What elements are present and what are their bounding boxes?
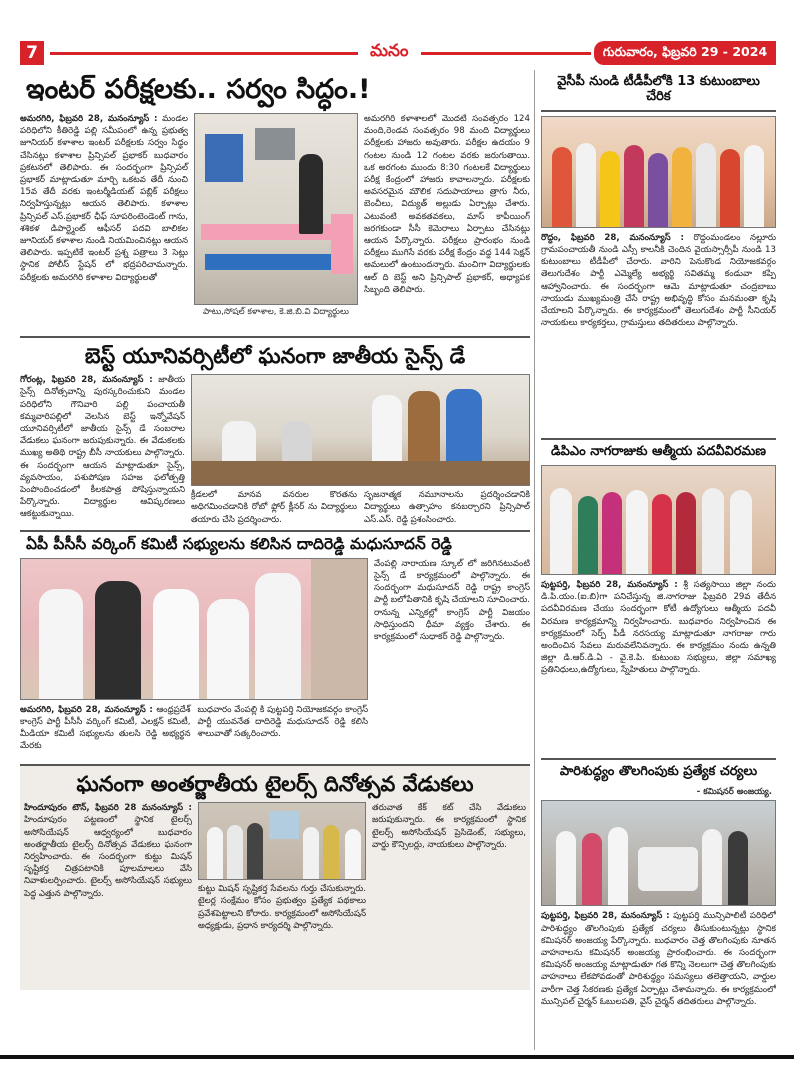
page-number: 7 — [20, 41, 44, 65]
article-headline: వైసీపీ నుండి టీడీపీలోకి 13 కుటుంబాలు చేరిక — [541, 70, 776, 112]
article-sanitation — [541, 758, 776, 1048]
article-dateline: రొద్దం, ఫిబ్రవరి 28, మనంన్యూస్ : — [541, 232, 684, 243]
right-column — [534, 70, 776, 1050]
article-inter-exams — [20, 70, 530, 336]
article-dateline: హిందూపురం టౌన్, ఫిబ్రవరి 28 మనంన్యూస్ : — [24, 803, 192, 814]
article-tdp-joining — [541, 70, 776, 438]
classroom-photo — [194, 113, 358, 305]
party-joining-photo — [541, 116, 776, 228]
article-body: రొద్దంమండలం నల్లూరు గ్రామపంచాయతీ నుండి ఎస్సీ కాలనీకి చెందిన వైయస్సార్సీపీ నుండి 13 కుటుంబాలు టీడీపీలో చేరారు. వారిని పెనుకొండ నియోజకవర్గం తెలుగుదేశం పార్టీ ఎమ్మెల్యే అభ్యర్థి సవితమ్మ కండువా కప్పి ఆహ్వానించారు. ఈ సందర్భంగా ఆమె మాట్లాడుతూ చంద్రబాబు నాయుడు ముఖ్యమంత్రి చేసే రాష్ట్ర అభివృద్ధి కోసం మనమంతా కృషి చేయాలని పేర్కొన్నారు. ఈ కార్యక్రమంలో తెలుగుదేశం పార్టీ సీనియర్ నాయకులు కార్యకర్తలు, గ్రామస్తులు తదితరులు పాల్గొన్నారు. — [541, 232, 776, 329]
article-body-continued: వేంపల్లి నారాయణ స్కూల్ లో జరిగినటువంటి సైన్స్ డే కార్యక్రమంలో పాల్గొన్నారు. ఈ సందర్భంగా మధుసూదన్ రెడ్డి రాష్ట్ర కాంగ్రెస్ పార్టీ బలోపేతానికి కృషి చేయాలని సూచించారు. రానున్న ఎన్నికల్లో కాంగ్రెస్ పార్టీ విజయం సాధిస్తుందని ధీమా వ్యక్తం చేశారు. ఈ కార్యక్రమంలో సుధాకర్ రెడ్డి పాల్గొన్నారు. — [374, 558, 530, 643]
article-headline: ఇంటర్ పరీక్షలకు.. సర్వం సిద్ధం.! — [26, 74, 371, 105]
masthead-rule — [50, 52, 591, 55]
article-body-continued: కుట్టు మిషన్ సృష్టికర్త సేవలను గుర్తు చేసుకున్నారు. టైలర్ల సంక్షేమం కోసం ప్రభుత్వం ప్రత్యేక పథకాలు ప్రవేశపెట్టాలని కోరారు. కార్యక్రమంలో అసోసియేషన్ అధ్యక్షుడు, ప్రధాన కార్యదర్శి పాల్గొన్నారు. — [198, 884, 366, 931]
article-body-continued: తరువాత కేక్ కట్ చేసి వేడుకలు జరుపుకున్నారు. ఈ కార్యక్రమంలో స్థానిక టైలర్స్ అసోసియేషన్ ప్రెసిడెంట్, సభ్యులు, వార్డు కౌన్సిలర్లు, నాయకులు పాల్గొన్నారు. — [372, 803, 526, 850]
left-column — [20, 70, 530, 1050]
sanitation-vehicles-photo — [541, 800, 776, 906]
article-body: హిందూపురం పట్టణంలో స్థానిక టైలర్స్ అసోసియేషన్ ఆధ్వర్యంలో బుధవారం అంతర్జాతీయ టైలర్స్ దినోత్సవ వేడుకలు ఘనంగా నిర్వహించారు. ఈ సందర్భంగా కుట్టు మిషన్ సృష్టికర్త చిత్రపటానికి పూలమాలలు వేసి నివాళులర్పించారు. టైలర్స్ అసోసియేషన్ సభ్యులు పెద్ద ఎత్తున పాల్గొన్నారు. — [24, 815, 192, 899]
science-exhibition-photo — [191, 374, 530, 486]
article-pcc-meeting — [20, 532, 530, 764]
page-bottom-rule — [0, 1055, 794, 1059]
article-dateline: అమరగిరి, ఫిబ్రవరి 28, మనంన్యూస్ : — [20, 114, 158, 125]
article-body-continued: బుధవారం వేంపల్లి కి పుట్టపర్తి నియోజకవర్గం కాంగ్రెస్ పార్టీ యువనేత దాదిరెడ్డి మధుసూదన్ రెడ్డి కలిసి శాలువాతో సత్కరించారు. — [197, 704, 368, 740]
article-dpm-retirement — [541, 438, 776, 758]
photo-caption: క్రీడలలో మానవ వనరుల కొరతను అధిగమించడానికి రోబో ఫ్లోర్ క్లీనర్ ను విద్యార్థులు తయారు చేసి ప్రదర్శించారు. — [191, 490, 357, 525]
article-tailors-day — [20, 764, 530, 990]
article-body-continued: సృజనాత్మక నమూనాలను ప్రదర్శించడానికి విద్యార్థులు ఉత్సాహం కనబర్చారని ప్రిన్సిపాల్ ఎస్.ఎస్. రెడ్డి ప్రశంసించారు. — [364, 490, 530, 525]
article-body: పుట్టపర్తి మున్సిపాలిటీ పరిధిలో పారిశుద్ధ్యం తొలగింపుకు ప్రత్యేక చర్యలు తీసుకుంటున్నట్లు స్థానిక కమిషనర్ అంజయ్య పేర్కొన్నారు. బుధవారం చెత్త తొలగింపుకు నూతన వాహనాలను కమిషనర్ అంజయ్య ప్రారంభించారు. ఈ సందర్భంగా కమిషనర్ అంజయ్య మాట్లాడుతూ గత కొన్ని నెలలుగా చెత్త తొలగింపుకు వాహనాలు లేకపోవడంతో పారిశుద్ధ్యం సమస్యలు తలెత్తాయని, వార్డుల వారీగా చెత్త సేకరణకు ప్రత్యేక ఏర్పాట్లు చేశామన్నారు. ఈ కార్యక్రమంలో మున్సిపల్ చైర్మన్ ఓబులపతి, వైస్ చైర్మన్ తదితరులు పాల్గొన్నారు. — [541, 911, 776, 1007]
article-dateline: పుట్టపర్తి, ఫిబ్రవరి 28, మనంన్యూస్ : — [541, 911, 670, 922]
masthead — [20, 40, 776, 66]
article-dateline: అమరగిరి, ఫిబ్రవరి 28, మనంన్యూస్ : — [20, 704, 153, 715]
article-body: శ్రీ సత్యసాయి జిల్లా నందు డి.పి.యం.(ఐ.బి)గా పనిచేస్తున్న జి.నాగరాజు ఫిబ్రవరి 29వ తేదీన పదవీవిరమణ చేయు సందర్భంగా కోటీ ఉద్యోగులు ఆత్మీయ పదవీ విరమణ కార్యక్రమాన్ని నిర్వహించారు. బుధవారం నిర్వహించిన ఈ కార్యక్రమంలో సెర్ప్ పీడీ నరసయ్య మాట్లాడుతూ నాగరాజు గారు అందించిన సేవలు మరువలేనివన్నారు. ఈ కార్యక్రమం నందు ఉన్నతి జిల్లా డి.ఆర్.డి.ఏ - వై.కె.పి. కుటుంబ సభ్యులు, జిల్లా సమాఖ్య ప్రతినిధులు,ఉద్యోగులు, స్నేహితులు పాల్గొన్నారు. — [541, 579, 776, 676]
article-dateline: పుట్టపర్తి, ఫిబ్రవరి 28, మనంన్యూస్ : — [541, 579, 678, 590]
photo-caption: పాటు,సోషల్ కళాశాల, కె.జి.బి.వి విద్యార్థులు — [203, 307, 349, 318]
article-body: మండల పరిధిలోని కీతిరెడ్డి పల్లి సమీపంలో ఉన్న ప్రభుత్వ జూనియర్ కళాశాల ఇంటర్ పరీక్షలకు సర్వం సిద్ధం చేసినట్లు కళాశాల ప్రిన్సిపల్ ప్రభాకర్ బుధవారం ప్రకటనలో తెలిపారు. ఈ సందర్భంగా ప్రిన్సిపల్ ప్రభాకర్ మాట్లాడుతూ మార్చి ఒకటవ తేదీ నుంచి 15వ తేదీ వరకు ఇంటర్మీడియట్ పబ్లిక్ పరీక్షలు నిర్వహిస్తున్నట్లు ఆయన తెలిపారు. కళాశాల ప్రిన్సిపల్ ఎస్.ప్రభాకర్ ఛీఫ్ సూపరింటెండెంట్ గాను, శశికళ డిపార్ట్మెంట్ ఆఫీసర్ పదవి బాలికల జూనియర్ కళాశాల నుండి నియమించినట్లు ఆయన తెలిపారు. ఇప్పటికే ఇంటర్ ప్రశ్న పత్రాలు 3 సెట్లు స్థానిక పోలీస్ స్టేషన్ లో భద్రపరిచామన్నారు. పరీక్షలకు అమరగిరి కళాశాల విద్యార్థులతో — [20, 114, 188, 283]
article-headline: బెస్ట్ యూనివర్సిటీలో ఘనంగా జాతీయ సైన్స్ డే — [84, 344, 466, 368]
paper-logo: మనం — [358, 41, 421, 65]
article-science-day — [20, 338, 530, 530]
retirement-photo — [541, 465, 776, 575]
felicitation-photo — [20, 558, 368, 700]
article-body: ఆంధ్రప్రదేశ్ కాంగ్రెస్ పార్టీ పీసీసీ వర్కింగ్ కమిటీ, ఎలక్షన్ కమిటీ, మీడియా కమిటీ సభ్యులను తులసి రెడ్డి అభ్యర్థన మేరకు — [20, 704, 191, 752]
article-headline: డిపిఎం నాగరాజుకు ఆత్మీయ పదవీవిరమణ — [551, 444, 766, 459]
issue-date: గురువారం, ఫిబ్రవరి 29 - 2024 — [594, 41, 776, 65]
article-body: జాతీయ సైన్స్ దినోత్సవాన్ని పురస్కరించుకుని మండల పరిధిలోని గౌనివారి పల్లి పంచాయతీ కమ్మవారిపల్లిలో వెలసిన బెస్ట్ ఇన్నోవేషన్ యూనివర్సిటీలో జాతీయ సైన్స్ డే సంబరాల వేడుకలు ఘనంగా జరుపుకున్నారు. ఈ వేడుకలకు ముఖ్య అతిథి రాష్ట్ర బీసీ నాయకులు పాల్గొన్నారు. ఈ సందర్భంగా ఆయన మాట్లాడుతూ సైన్స్, వ్యవసాయం, పశుపోషణ సహజ ఫలోత్పత్తి పెంపొందించడంలో కీలకపాత్ర పోషిస్తున్నాయని పేర్కొన్నారు. విద్యార్థుల ఆవిష్కరణలు ఆకట్టుకున్నాయి. — [20, 375, 185, 520]
article-body-continued: అమరగిరి కళాశాలలో మొదటి సంవత్సరం 124 మంది,రెండవ సంవత్సరం 98 మంది విద్యార్థులు పరీక్షలకు హాజరు అవుతారు. పరీక్షల ఉదయం 9 గంటల నుండి 12 గంటల వరకు జరుగుతాయి. ఒక అరగంట ముందు 8:30 గంటలకే విద్యార్థులు పరీక్ష కేంద్రంలో హాజరు కావాలన్నారు. పరీక్షలకు అవసరమైన మౌలిక సదుపాయాలు త్రాగు నీరు, బెంచీలు, విద్యుత్ అల్లుడు ఏర్పాట్లు చేశారు. ఎటువంటి అవకతవకలు, మాస్ కాపీయింగ్ జరగకుండా సీసీ కెమెరాలు ఏర్పాటు చేసినట్లు ఆయన పేర్కొన్నారు. పరీక్షలు ప్రారంభం నుండి పరీక్షలు ముగిసే వరకు పరీక్ష కేంద్రం వద్ద 144 సెక్షన్ అమలులో ఉంటుందన్నారు. మంచిగా విద్యార్థులకు ఆల్ ది బెస్ట్ అని ప్రిన్సిపాల్ ప్రభాకర్, అధ్యాపక సిబ్బంది తెలిపారు. — [364, 114, 530, 295]
article-headline: ఏపీ పీసీసీ వర్కింగ్ కమిటీ సభ్యులను కలిసిన దాదిరెడ్డి మధుసూదన్ రెడ్డి — [26, 535, 452, 553]
article-headline: ఘనంగా అంతర్జాతీయ టైలర్స్ దినోత్సవ వేడుకలు — [76, 772, 474, 796]
newspaper-page — [20, 40, 776, 1052]
article-dateline: గోరంట్ల, ఫిబ్రవరి 28, మనంన్యూస్ : — [20, 375, 153, 386]
article-subhead: - కమిషనర్ అంజయ్య. — [696, 786, 772, 797]
tailors-event-photo — [198, 802, 366, 880]
article-headline: పారిశుద్ధ్యం తొలగింపుకు ప్రత్యేక చర్యలు — [559, 764, 758, 779]
